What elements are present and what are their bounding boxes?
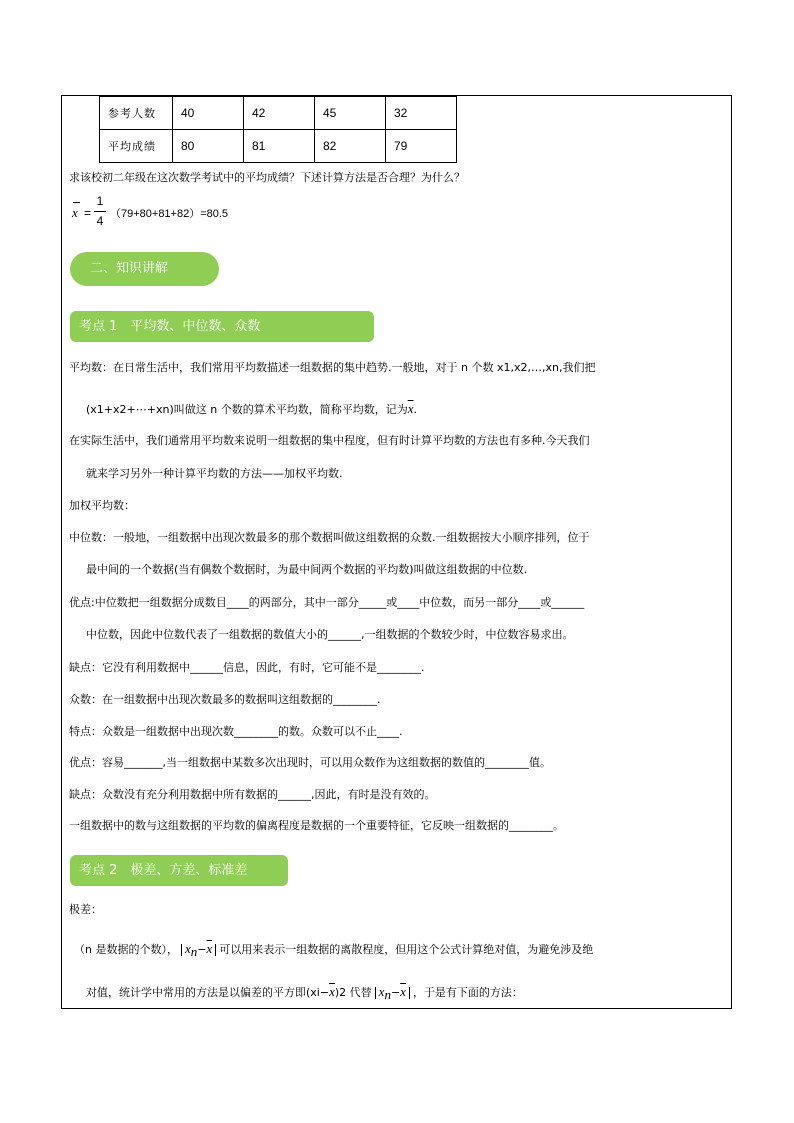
deviation-line [74,942,593,959]
mean-symbol: $\overline{x}$ [407,401,414,416]
mode-feature: 特点：众数是一组数据中出现次数________的数。众数可以不止____. [69,725,403,738]
table-cell: 80 [173,130,244,163]
weighted-intro-cont: 就来学习另外一种计算平均数的方法——加权平均数. [86,467,343,480]
median-disadvantage: 缺点：它没有利用数据中______信息，因此，有时，它可能不是________. [69,661,425,674]
mean-symbol: $\overline{x}$ [400,984,406,999]
minus-sign: − [197,943,207,956]
variance-text-3: ，于是有下面的方法： [412,986,523,999]
fraction-bar [94,211,106,212]
variance-text-2: )2 代替 [334,986,372,999]
score-table [99,96,457,163]
table-row [100,130,457,163]
variance-text: 对值，统计学中常用的方法是以偏差的平方即(xi− [86,986,330,999]
formula-expression: （79+80+81+82）=80.5 [110,208,229,220]
abs-bar [375,987,376,999]
mean-definition-cont [86,402,417,417]
mean-symbol: $\overline{x}$ [329,984,335,999]
mean-symbol: $\overline{x}$ [206,941,213,956]
range-label: 极差： [69,903,102,916]
row-header: 参考人数 [100,97,173,130]
kp2-title: 考点 2 极差、方差、标准差 [70,855,288,886]
median-definition-cont: 最中间的一个数据(当有偶数个数据时，为最中间两个数据的平均数)叫做这组数据的中位数. [86,563,528,576]
weighted-mean-label: 加权平均数： [69,499,135,512]
xn-symbol: x [184,941,191,956]
table-cell: 32 [386,97,457,130]
mode-disadvantage: 缺点：众数没有充分利用数据中所有数据的______,因此，有时是没有效的。 [69,788,436,801]
mean-symbol: x [72,205,78,220]
row-header: 平均成绩 [100,130,173,163]
table-cell: 45 [315,97,386,130]
table-cell: 81 [244,130,315,163]
mode-advantage: 优点：容易_______,当一组数据中某数多次出现时，可以用众数作为这组数据的数值的________值。 [69,756,551,769]
dispersion-intro: 一组数据中的数与这组数据的平均数的偏离程度是数据的一个重要特征，它反映一组数据的________。 [69,819,564,832]
deviation-note: （n 是数据的个数）， [74,943,178,956]
abs-bar [215,944,216,956]
mean-definition-text: (x1+x2+⋯+xn)叫做这 n 个数的算术平均数，简称平均数，记为 [86,403,408,416]
deviation-text: 可以用来表示一组数据的离散程度，但用这个公式计算绝对值，为避免涉及绝 [219,943,594,956]
table-row [100,97,457,130]
table-cell: 79 [386,130,457,163]
kp1-title: 考点 1 平均数、中位数、众数 [70,311,374,342]
variance-line [86,985,523,1002]
fraction-numerator: 1 [96,194,104,208]
mean-definition: 平均数：在日常生活中，我们常用平均数描述一组数据的集中趋势.一般地，对于 n 个数 x1,x2,…,xn,我们把 [69,361,596,374]
table-cell: 40 [173,97,244,130]
section-header: 二、知识讲解 [70,252,219,286]
period: . [413,403,417,416]
median-definition: 中位数：一般地，一组数据中出现次数最多的那个数据叫做这组数据的众数.一组数据按大小顺序排列，位于 [69,531,590,544]
fraction-denominator: 4 [96,214,104,228]
median-advantage: 优点:中位数把一组数据分成数目____的两部分，其中一部分_____或____中位数，而另一部分____或______ [69,596,585,609]
weighted-intro: 在实际生活中，我们通常用平均数来说明一组数据的集中程度，但有时计算平均数的方法也有多种.今天我们 [69,434,590,447]
median-advantage-cont: 中位数，因此中位数代表了一组数据的数值大小的______,一组数据的个数较少时，中位数容易求出。 [86,628,574,641]
abs-bar [181,944,182,956]
mean-overline [73,202,80,203]
mode-definition: 众数：在一组数据中出现次数最多的数据叫这组数据的________. [69,693,381,706]
table-cell: 82 [315,130,386,163]
xn-subscript: n [190,944,198,960]
abs-bar [409,987,410,999]
xn-subscript: n [384,987,391,1003]
equals-sign: = [84,206,92,220]
xn-symbol: x [378,984,385,999]
question-text: 求该校初二年级在这次数学考试中的平均成绩？下述计算方法是否合理？为什么？ [69,171,465,184]
table-cell: 42 [244,97,315,130]
minus-sign: − [390,986,401,999]
